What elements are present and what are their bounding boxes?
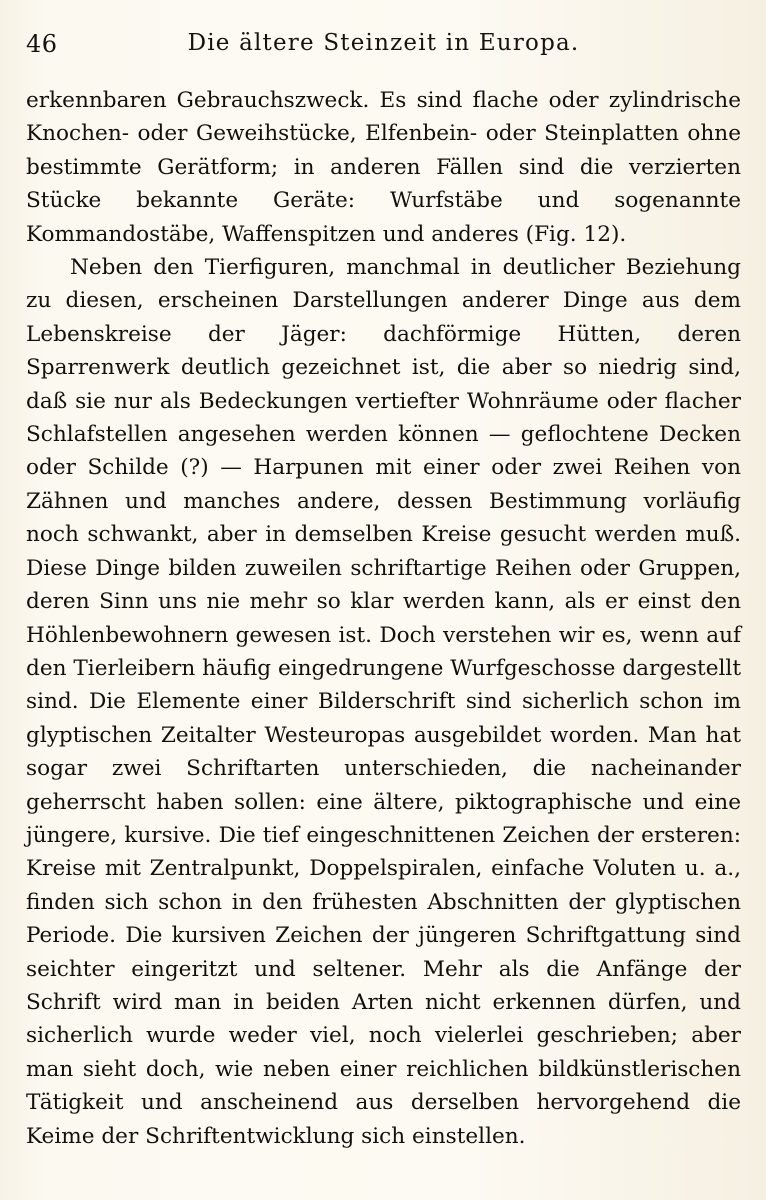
body-text xyxy=(26,84,741,1153)
paragraph-1: erkennbaren Gebrauchszweck. Es sind flache oder zylindrische Knochen- oder Geweihstücke, Elfenbein- oder Steinplatten ohne bestimmte Gerätform; in anderen Fällen sind die verzierten Stücke bekannte Geräte: Wurfstäbe und sogenannte Kommandostäbe, Waffenspitzen und anderes (Fig. 12). xyxy=(26,88,741,247)
running-head: Die ältere Steinzeit in Europa. xyxy=(187,30,580,56)
page-header xyxy=(26,26,741,62)
page-number: 46 xyxy=(26,30,58,58)
paragraph-2: Neben den Tierfiguren, manchmal in deutlicher Beziehung zu diesen, erscheinen Darstellungen anderer Dinge aus dem Lebenskreise der Jäger: dachförmige Hütten, deren Sparrenwerk deutlich gezeichnet ist, die aber so niedrig sind, daß sie nur als Bedeckungen vertiefter Wohnräume oder flacher Schlafstellen angesehen werden können — geflochtene Decken oder Schilde (?) — Harpunen mit einer oder zwei Reihen von Zähnen und manches andere, dessen Bestimmung vorläufig noch schwankt, aber in demselben Kreise gesucht werden muß. Diese Dinge bilden zuweilen schriftartige Reihen oder Gruppen, deren Sinn uns nie mehr so klar werden kann, als er einst den Höhlenbewohnern gewesen ist. Doch verstehen wir es, wenn auf den Tierleibern häufig eingedrungene Wurfgeschosse dargestellt sind. Die Elemente einer Bilderschrift sind sicherlich schon im glyptischen Zeitalter Westeuropas ausgebildet worden. Man hat sogar zwei Schriftarten unterschieden, die nacheinander geherrscht haben sollen: eine ältere, piktographische und eine jüngere, kursive. Die tief eingeschnittenen Zeichen der ersteren: Kreise mit Zentralpunkt, Doppelspiralen, einfache Voluten u. a., finden sich schon in den frühesten Abschnitten der glyptischen Periode. Die kursiven Zeichen der jüngeren Schriftgattung sind seichter eingeritzt und seltener. Mehr als die Anfänge der Schrift wird man in beiden Arten nicht erkennen dürfen, und sicherlich wurde weder viel, noch vielerlei geschrieben; aber man sieht doch, wie neben einer reichlichen bildkünstlerischen Tätigkeit und anscheinend aus derselben hervorgehend die Keime der Schriftentwicklung sich einstellen. xyxy=(26,255,741,1149)
